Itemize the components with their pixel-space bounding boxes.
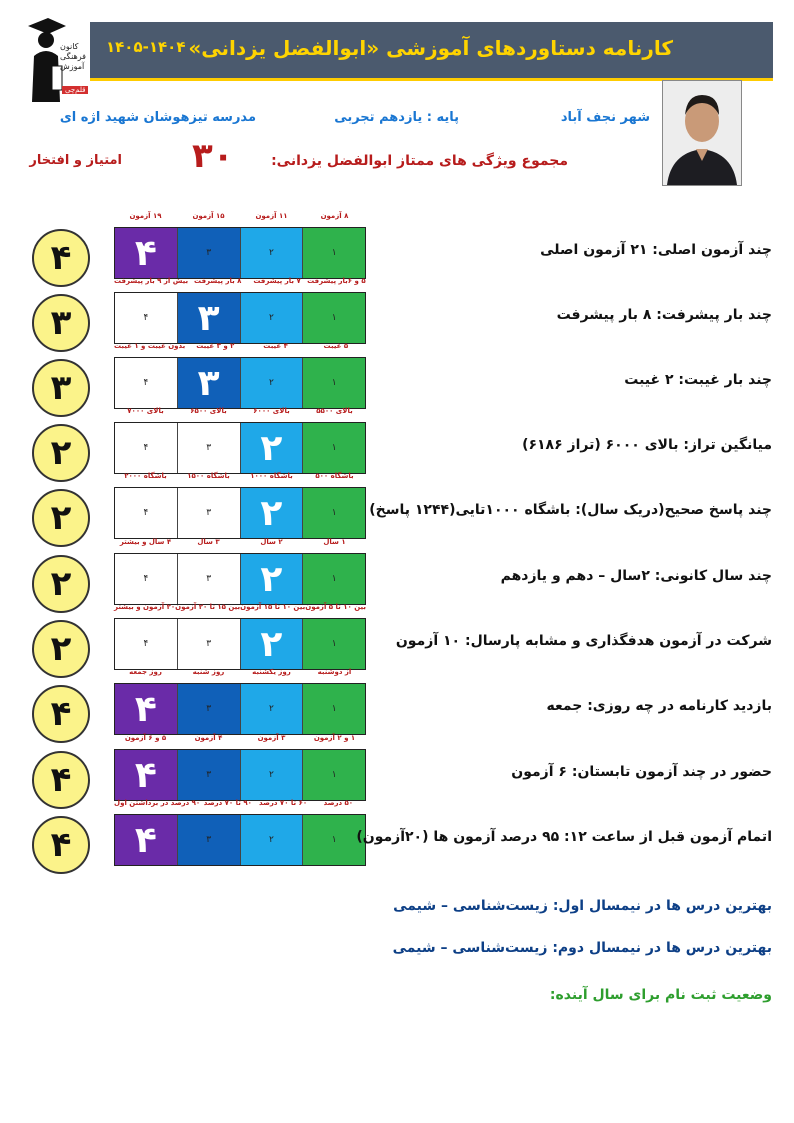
level-label: ۸ بار پیشرفت	[194, 277, 242, 285]
level-label: بالای ۵۵۰۰	[316, 407, 353, 415]
level-cell-active: ۴	[115, 228, 177, 278]
summary-label: مجموع ویژگی های ممتاز ابوالفضل یزدانی:	[271, 153, 568, 169]
level-cell-active: ۴	[115, 815, 177, 865]
level-label: بالای ۷۰۰۰	[127, 407, 164, 415]
level-label: ۳ آزمون	[257, 734, 286, 742]
achievement-row	[0, 668, 794, 742]
logo-line-2: فرهنگی	[60, 52, 86, 61]
level-cell: ۴	[115, 619, 177, 669]
level-cell: ۳	[177, 815, 240, 865]
level-label: بالای ۶۵۰۰	[190, 407, 227, 415]
level-cell: ۳	[177, 423, 240, 473]
row-score-circle: ۴	[32, 751, 90, 809]
best-subjects-second-semester: بهترین درس ها در نیمسال دوم: زیست‌شناسی – شیمی	[392, 940, 772, 956]
level-cell-active: ۲	[240, 619, 303, 669]
level-cell: ۲	[240, 228, 303, 278]
level-bar	[114, 618, 366, 670]
level-label: ۵۰ درصد	[323, 799, 354, 807]
level-label: ۴ سال و بیشتر	[119, 538, 172, 546]
level-label: روز یکشنبه	[252, 668, 291, 676]
level-label: ۵ و ۶بار پیشرفت	[307, 277, 366, 285]
level-label: ۱ و ۲ آزمون	[313, 734, 356, 742]
level-label: ۵ غیبت	[323, 342, 349, 350]
level-cell: ۳	[177, 488, 240, 538]
level-cell: ۳	[177, 228, 240, 278]
level-cell: ۳	[177, 554, 240, 604]
student-photo	[662, 80, 742, 186]
row-question: میانگین تراز: بالای ۶۰۰۰ (تراز ۶۱۸۶)	[522, 437, 772, 453]
achievement-row	[0, 799, 794, 873]
row-score-circle: ۳	[32, 359, 90, 417]
row-question: چند سال کانونی: ۲سال – دهم و یازدهم	[500, 568, 772, 584]
level-cell: ۲	[240, 684, 303, 734]
level-cell: ۳	[177, 619, 240, 669]
level-bar	[114, 292, 366, 344]
level-label: باشگاه ۱۰۰۰	[250, 472, 293, 480]
level-labels	[114, 342, 366, 353]
level-label: ۹۰ درصد در برداشتن اول	[114, 799, 201, 807]
logo-line-1: کانون	[60, 42, 79, 51]
level-cell: ۳	[177, 750, 240, 800]
row-score-circle: ۲	[32, 424, 90, 482]
school-label: مدرسه تیزهوشان شهید اژه ای	[59, 110, 256, 125]
row-score-circle: ۴	[32, 816, 90, 874]
level-label: روز شنبه	[192, 668, 225, 676]
level-label: بالای ۶۰۰۰	[253, 407, 290, 415]
level-labels	[114, 603, 366, 614]
level-cell-active: ۳	[177, 293, 240, 343]
level-label: ۲ سال	[260, 538, 283, 546]
level-labels	[114, 407, 366, 418]
report-title: کارنامه دستاوردهای آموزشی «ابوالفضل یزدانی»	[188, 36, 673, 60]
level-bar	[114, 227, 366, 279]
level-bar	[114, 357, 366, 409]
registration-status: وضعیت ثبت نام برای سال آینده:	[549, 987, 772, 1003]
row-question: حضور در چند آزمون تابستان: ۶ آزمون	[511, 764, 772, 780]
level-cell: ۴	[115, 358, 177, 408]
level-label: ۱۹ آزمون	[129, 212, 162, 220]
level-bar	[114, 553, 366, 605]
level-label: روز جمعه	[129, 668, 162, 676]
level-cell: ۳	[177, 684, 240, 734]
best-subjects-first-semester: بهترین درس ها در نیمسال اول: زیست‌شناسی – شیمی	[393, 898, 772, 914]
student-portrait-image	[663, 81, 741, 185]
level-label: بیش از ۹ بار پیشرفت	[114, 277, 189, 285]
level-label: ۴ غیبت	[263, 342, 288, 350]
level-label: ۳ سال	[197, 538, 220, 546]
level-cell-active: ۲	[240, 423, 303, 473]
level-label: بین ۱۰ تا ۵ آزمون	[305, 603, 366, 611]
score-unit-label: امتیاز و افتخار	[29, 153, 122, 168]
row-score-circle: ۴	[32, 685, 90, 743]
level-cell: ۱	[302, 488, 365, 538]
level-label: ۲۰ آزمون و بیشتر	[113, 603, 176, 611]
level-cell-active: ۴	[115, 684, 177, 734]
level-label: ۱ سال	[323, 538, 346, 546]
level-cell: ۱	[302, 619, 365, 669]
level-cell: ۱	[302, 293, 365, 343]
level-labels	[114, 472, 366, 483]
level-bar	[114, 487, 366, 539]
kanoon-logo	[26, 16, 94, 102]
level-labels	[114, 538, 366, 549]
level-label: بدون غیبت و ۱ غیبت	[114, 342, 186, 350]
row-question: چند بار پیشرفت: ۸ بار پیشرفت	[556, 307, 772, 323]
level-cell-active: ۲	[240, 554, 303, 604]
level-label: ۹۰ تا ۷۰ درصد	[203, 799, 252, 807]
level-cell-active: ۳	[177, 358, 240, 408]
row-question: چند بار غیبت: ۲ غیبت	[624, 372, 772, 388]
level-bar	[114, 814, 366, 866]
level-cell: ۱	[302, 554, 365, 604]
city-label: شهر نجف آباد	[560, 110, 650, 125]
level-label: ۸ آزمون	[320, 212, 349, 220]
level-labels	[114, 212, 366, 223]
row-question: شرکت در آزمون هدفگذاری و مشابه پارسال: ۱۰ آزمون	[395, 633, 772, 649]
level-label: ۲ و ۳ غیبت	[196, 342, 235, 350]
level-label: باشگاه ۲۰۰۰	[124, 472, 167, 480]
level-label: از دوشنبه	[317, 668, 352, 676]
level-cell: ۱	[302, 358, 365, 408]
level-cell: ۲	[240, 293, 303, 343]
level-label: بین ۱۵ تا ۲۰ آزمون	[175, 603, 241, 611]
level-label: بین ۱۰ تا ۱۵ آزمون	[240, 603, 306, 611]
level-cell: ۱	[302, 228, 365, 278]
level-cell: ۴	[115, 554, 177, 604]
level-bar	[114, 422, 366, 474]
level-cell-active: ۲	[240, 488, 303, 538]
achievement-row	[0, 472, 794, 546]
level-label: ۵ و ۶ آزمون	[124, 734, 167, 742]
grade-label: پایه : یازدهم تجربی	[334, 110, 459, 125]
level-label: باشگاه ۵۰۰	[315, 472, 354, 480]
level-bar	[114, 749, 366, 801]
row-score-circle: ۴	[32, 229, 90, 287]
level-labels	[114, 277, 366, 288]
row-question: چند پاسخ صحیح(دریک سال): باشگاه ۱۰۰۰تایی(۱۲۴۴ پاسخ)	[369, 502, 772, 518]
report-years: ۱۴۰۵-۱۴۰۴	[106, 38, 186, 56]
logo-badge: قلم‌چی	[62, 86, 88, 94]
level-cell: ۱	[302, 815, 365, 865]
row-score-circle: ۲	[32, 555, 90, 613]
level-bar	[114, 683, 366, 735]
level-cell: ۲	[240, 815, 303, 865]
row-score-circle: ۳	[32, 294, 90, 352]
level-labels	[114, 799, 366, 810]
level-cell: ۲	[240, 358, 303, 408]
level-label: ۱۵ آزمون	[192, 212, 225, 220]
row-question: چند آزمون اصلی: ۲۱ آزمون اصلی	[540, 242, 772, 258]
level-cell: ۴	[115, 293, 177, 343]
level-cell: ۱	[302, 423, 365, 473]
level-label: ۱۱ آزمون	[255, 212, 288, 220]
level-cell: ۱	[302, 684, 365, 734]
row-question: اتمام آزمون قبل از ساعت ۱۲: ۹۵ درصد آزمون ها (۲۰آزمون)	[356, 829, 772, 845]
level-cell: ۱	[302, 750, 365, 800]
level-label: باشگاه ۱۵۰۰	[187, 472, 230, 480]
level-labels	[114, 668, 366, 679]
row-score-circle: ۲	[32, 620, 90, 678]
total-score: ۳۰	[192, 136, 234, 176]
level-label: ۶۰ تا ۷۰ درصد	[259, 799, 308, 807]
level-cell: ۴	[115, 488, 177, 538]
level-cell: ۴	[115, 423, 177, 473]
row-score-circle: ۲	[32, 489, 90, 547]
report-header	[90, 22, 773, 81]
row-question: بازدید کارنامه در چه روزی: جمعه	[546, 698, 772, 714]
level-label: ۷ بار پیشرفت	[253, 277, 301, 285]
level-cell: ۲	[240, 750, 303, 800]
level-labels	[114, 734, 366, 745]
level-label: ۴ آزمون	[194, 734, 223, 742]
level-cell-active: ۴	[115, 750, 177, 800]
logo-line-3: آموزش	[60, 62, 85, 71]
